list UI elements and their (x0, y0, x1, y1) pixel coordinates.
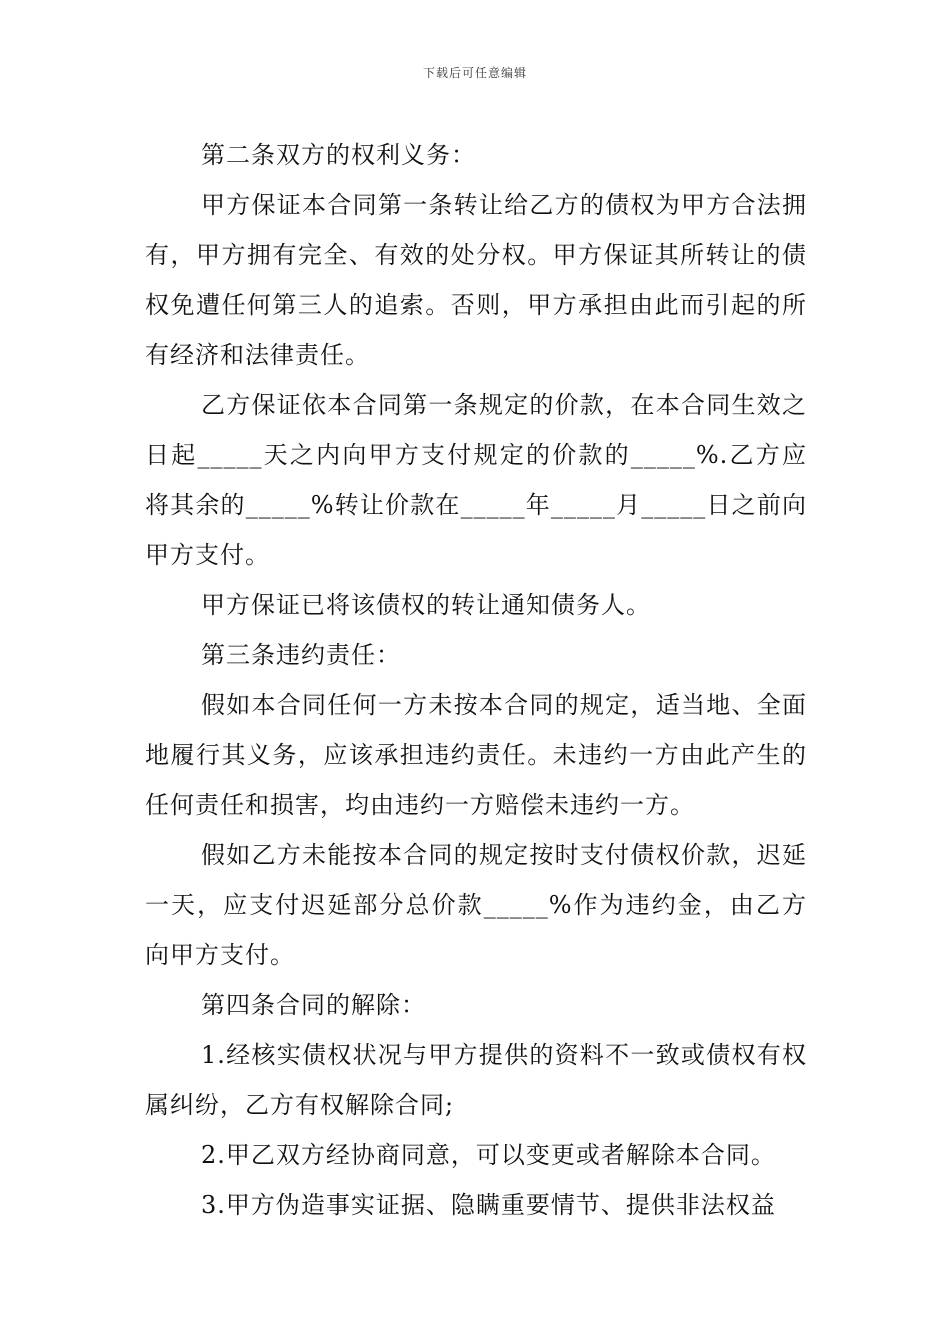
article-4-heading: 第四条合同的解除： (201, 991, 426, 1019)
document-body (145, 130, 807, 1230)
termination-item-2: 2.甲乙双方经协商同意，可以变更或者解除本合同。 (201, 1141, 776, 1169)
paragraph-late-payment-penalty: 假如乙方未能按本合同的规定按时支付债权价款，迟延一天，应支付迟延部分总价款_____%作为违约金，由乙方向甲方支付。 (145, 841, 807, 969)
paragraph-debtor-notice: 甲方保证已将该债权的转让通知债务人。 (201, 591, 651, 619)
article-2-heading: 第二条双方的权利义务： (201, 141, 476, 169)
page-header: 下载后可任意编辑 (422, 66, 527, 80)
paragraph-party-a-guarantee: 甲方保证本合同第一条转让给乙方的债权为甲方合法拥有，甲方拥有完全、有效的处分权。甲方保证其所转让的债权免遭任何第三人的追索。否则，甲方承担由此而引起的所有经济和法律责任。 (145, 191, 807, 369)
paragraph-party-b-payment: 乙方保证依本合同第一条规定的价款，在本合同生效之日起_____天之内向甲方支付规定的价款的_____%.乙方应将其余的_____%转让价款在_____年_____月_____日之前向甲方支付。 (145, 391, 807, 569)
article-3-heading: 第三条违约责任： (201, 641, 401, 669)
termination-item-1: 1.经核实债权状况与甲方提供的资料不一致或债权有权属纠纷，乙方有权解除合同; (145, 1041, 807, 1119)
termination-item-3: 3.甲方伪造事实证据、隐瞒重要情节、提供非法权益 (201, 1191, 776, 1219)
paragraph-breach-liability: 假如本合同任何一方未按本合同的规定，适当地、全面地履行其义务，应该承担违约责任。未违约一方由此产生的任何责任和损害，均由违约一方赔偿未违约一方。 (145, 691, 807, 819)
